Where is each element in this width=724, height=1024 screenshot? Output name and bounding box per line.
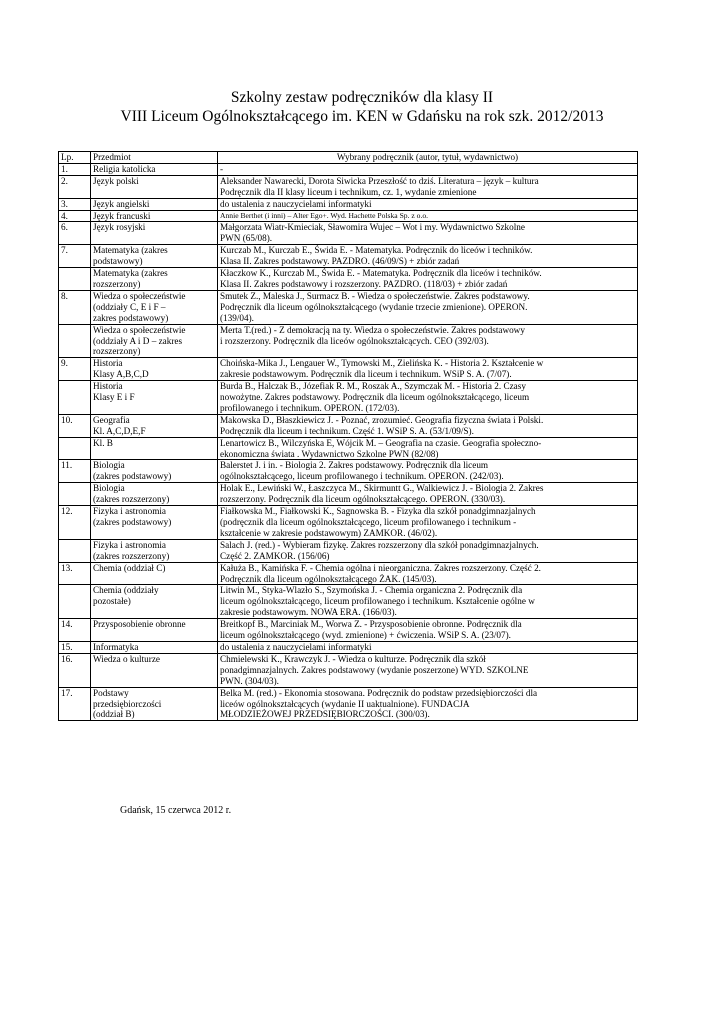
table-row	[59, 687, 638, 721]
row-book-text: Merta T.(red.) - Z demokracją na ty. Wiedza o społeczeństwie. Zakres podstawowy i rozszerzony. Podręcznik dla liceów ogólnokształcących. CEO (392/03).	[220, 324, 525, 346]
row-lp-text: 7.	[61, 245, 68, 256]
row-subject	[91, 619, 218, 642]
row-book-text: Smutek Z., Maleska J., Surmacz B. - Wiedza o społeczeństwie. Zakres podstawowy. Podręcznik dla liceum ogólnokształcącego (wydanie trzecie zmienione). OPERON. (139/04).	[220, 290, 530, 323]
table-row	[59, 358, 638, 381]
row-book-text: Lenartowicz B., Wilczyńska E, Wójcik M. – Geografia na czasie. Geografia społeczno- ekonomiczna świata . Wydawnictwo Szkolne PWN (82/08)	[220, 437, 542, 459]
row-book	[218, 562, 638, 585]
row-lp-text: 6.	[61, 222, 68, 233]
row-subject-text: Fizyka i astronomia (zakres podstawowy)	[93, 506, 172, 527]
row-lp	[59, 506, 91, 540]
row-subject	[91, 460, 218, 483]
row-subject-text: Biologia (zakres podstawowy)	[93, 460, 172, 482]
row-subject	[91, 268, 218, 291]
row-subject-text: Język polski	[93, 175, 139, 186]
row-book	[218, 619, 638, 642]
row-subject	[91, 198, 218, 210]
table-row	[59, 539, 638, 562]
table-row	[59, 619, 638, 642]
textbook-table	[58, 151, 638, 721]
row-book	[218, 268, 638, 291]
row-book-text: Salach J. (red.) - Wybieram fizykę. Zakres rozszerzony dla szkół ponadgimnazjalnych. Część 2. ZAMKOR. (156/06)	[220, 539, 539, 561]
table-row	[59, 210, 638, 222]
row-subject-text: Religia katolicka	[93, 163, 156, 174]
row-lp	[59, 585, 91, 619]
row-book	[218, 483, 638, 506]
row-lp-text: 16.	[61, 653, 73, 664]
table-row	[59, 198, 638, 210]
row-book	[218, 324, 638, 358]
row-book	[218, 506, 638, 540]
row-lp	[59, 358, 91, 381]
row-lp-text: 11.	[61, 460, 73, 471]
table-row	[59, 268, 638, 291]
row-book-text: Litwin M., Styka-Wlazło S., Szymońska J. - Chemia organiczna 2. Podręcznik dla liceum ogólnokształcącego, liceum profilowanego i technikum. Kształcenie ogólne w zakresie podstawowym. NOWA ERA. (166/03).	[220, 585, 535, 618]
row-subject-text: Fizyka i astronomia (zakres rozszerzony)	[93, 539, 170, 561]
row-lp	[59, 539, 91, 562]
row-book-text: Breitkopf B., Marciniak M., Worwa Z. - Przysposobienie obronne. Podręcznik dla liceum ogólnokształcącego (wyd. zmienione) + ćwiczenia. WSiP S. A. (23/07).	[220, 619, 522, 641]
row-subject	[91, 539, 218, 562]
row-lp	[59, 268, 91, 291]
row-subject	[91, 163, 218, 175]
row-book	[218, 437, 638, 460]
row-lp	[59, 483, 91, 506]
table-row	[59, 290, 638, 324]
header-subject: Przedmiot	[91, 152, 218, 164]
row-book-text: Kurczab M., Kurczab E., Świda E. - Matematyka. Podręcznik do liceów i techników. Klasa II. Zakres podstawowy. PAZDRO. (46/09/S) + zbiór zadań	[220, 245, 533, 267]
row-lp	[59, 653, 91, 687]
row-lp	[59, 381, 91, 415]
place-date: Gdańsk, 15 czerwca 2012 r.	[120, 805, 232, 816]
row-lp-text: 9.	[61, 358, 68, 369]
row-lp	[59, 324, 91, 358]
row-book-text: do ustalenia z nauczycielami informatyki	[220, 641, 372, 652]
row-book-text: Annie Berthet (i inni) – Alter Ego+. Wyd. Hachette Polska Sp. z o.o.	[220, 210, 429, 220]
row-lp-text: 1.	[61, 163, 68, 174]
row-subject-text: Historia Klasy E i F	[93, 381, 135, 403]
table-row	[59, 585, 638, 619]
row-subject-text: Wiedza o społeczeństwie (oddziały A i D – zakres rozszerzony)	[93, 324, 186, 357]
row-lp	[59, 175, 91, 198]
header-lp: Lp.	[59, 152, 91, 164]
row-book-text: Małgorzata Wiatr-Kmieciak, Sławomira Wujec – Wot i my. Wydawnictwo Szkolne PWN (65/08).	[220, 222, 525, 244]
row-book-text: -	[220, 163, 224, 174]
row-book	[218, 641, 638, 653]
row-subject	[91, 381, 218, 415]
row-subject	[91, 506, 218, 540]
row-lp-text: 2.	[61, 175, 68, 186]
row-book-text: do ustalenia z nauczycielami informatyki	[220, 198, 372, 209]
row-subject	[91, 585, 218, 619]
document-title: Szkolny zestaw podręczników dla klasy II	[230, 89, 494, 106]
row-book-text: Kłaczkow K., Kurczab M., Świda E. - Matematyka. Podręcznik dla liceów i techników. Klasa II. Zakres podstawowy i rozszerzony. PAZDRO. (118/03) + zbiór zadań	[220, 268, 542, 289]
row-book-text: Chmielewski K., Krawczyk J. - Wiedza o kulturze. Podręcznik dla szkół ponadgimnazjalnych. Zakres podstawowy (wydanie poszerzone) WYD. SZKOLNE PWN. (304/03).	[220, 653, 529, 686]
row-lp	[59, 290, 91, 324]
table-row	[59, 653, 638, 687]
row-subject	[91, 687, 218, 721]
row-subject-text: Biologia (zakres rozszerzony)	[93, 483, 170, 505]
row-book	[218, 198, 638, 210]
row-book	[218, 381, 638, 415]
row-subject	[91, 653, 218, 687]
row-lp-text: 17.	[61, 687, 73, 698]
row-lp-text: 14.	[61, 619, 73, 630]
row-subject	[91, 358, 218, 381]
row-book	[218, 210, 638, 222]
table-row	[59, 163, 638, 175]
row-lp	[59, 222, 91, 245]
row-lp	[59, 163, 91, 175]
table-row	[59, 414, 638, 437]
row-subject	[91, 414, 218, 437]
table-header-row	[59, 152, 638, 164]
row-lp-text: 8.	[61, 290, 68, 301]
row-lp	[59, 210, 91, 222]
row-lp	[59, 460, 91, 483]
row-subject-text: Chemia (oddział C)	[93, 562, 166, 573]
row-subject-text: Geografia Kl. A,C,D,E,F	[93, 414, 146, 436]
row-lp-text: 13.	[61, 562, 73, 573]
row-subject-text: Przysposobienie obronne	[93, 619, 186, 630]
row-lp	[59, 619, 91, 642]
row-subject-text: Informatyka	[93, 641, 139, 652]
table-row	[59, 483, 638, 506]
table-row	[59, 381, 638, 415]
table-row	[59, 641, 638, 653]
table-row	[59, 324, 638, 358]
header-book: Wybrany podręcznik (autor, tytuł, wydawnictwo)	[218, 152, 638, 164]
row-lp-text: 10.	[61, 414, 73, 425]
row-lp	[59, 245, 91, 268]
row-subject-text: Historia Klasy A,B,C,D	[93, 358, 149, 380]
row-book-text: Holak E., Lewiński W., Łaszczyca M., Skirmuntt G., Walkiewicz J. - Biologia 2. Zakres rozszerzony. Podręcznik dla liceum ogólnokształcącego. OPERON. (330/03).	[220, 483, 544, 505]
row-subject-text: Język angielski	[93, 198, 150, 209]
row-subject	[91, 562, 218, 585]
row-book	[218, 585, 638, 619]
document-subtitle: VIII Liceum Ogólnokształcącego im. KEN w Gdańsku na rok szk. 2012/2013	[120, 108, 604, 125]
row-subject	[91, 437, 218, 460]
table-row	[59, 562, 638, 585]
row-lp	[59, 641, 91, 653]
row-book	[218, 414, 638, 437]
row-subject	[91, 290, 218, 324]
row-book	[218, 163, 638, 175]
row-lp-text: 4.	[61, 210, 68, 221]
row-lp-text: 15.	[61, 641, 73, 652]
table-row	[59, 222, 638, 245]
row-book	[218, 653, 638, 687]
row-book	[218, 460, 638, 483]
row-book-text: Choińska-Mika J., Lengauer W., Tymowski M., Zielińska K. - Historia 2. Kształcenie w zakresie podstawowym. Podręcznik dla liceum i technikum. WSiP S. A. (7/07).	[220, 358, 544, 380]
row-book	[218, 539, 638, 562]
row-subject-text: Język rosyjski	[93, 222, 146, 233]
row-lp	[59, 562, 91, 585]
row-book-text: Burda B., Halczak B., Józefiak R. M., Roszak A., Szymczak M. - Historia 2. Czasy nowożytne. Zakres podstawowy. Podręcznik dla liceum ogólnokształcącego, liceum profilowanego i technikum. OPERON. (172/03).	[220, 381, 530, 413]
table-row	[59, 506, 638, 540]
row-book-text: Balerstet J. i in. - Biologia 2. Zakres podstawowy. Podręcznik dla liceum ogólnokształcącego, liceum profilowanego i technikum. OPERON. (242/03).	[220, 460, 504, 482]
table-row	[59, 460, 638, 483]
row-subject	[91, 222, 218, 245]
row-book-text: Aleksander Nawarecki, Dorota Siwicka Przeszłość to dziś. Literatura – język – kultura Podręcznik dla II klasy liceum i technikum, cz. 1, wydanie zmienione	[220, 175, 539, 197]
row-subject-text: Kl. B	[93, 437, 113, 448]
row-lp	[59, 198, 91, 210]
table-row	[59, 245, 638, 268]
row-subject-text: Chemia (oddziały pozostałe)	[93, 585, 159, 607]
row-subject-text: Język francuski	[93, 210, 151, 221]
row-book-text: Fiałkowska M., Fiałkowski K., Sagnowska B. - Fizyka dla szkół ponadgimnazjalnych (podręcznik dla liceum ogólnokształcącego, liceum profilowanego i technikum - kształcenie w zakresie podstawowym) ZAMKOR. (46/02).	[220, 506, 536, 538]
row-subject-text: Matematyka (zakres rozszerzony)	[93, 268, 168, 289]
row-subject-text: Matematyka (zakres podstawowy)	[93, 245, 168, 267]
row-subject	[91, 245, 218, 268]
row-subject-text: Wiedza o społeczeństwie (oddziały C, E i F – zakres podstawowy)	[93, 290, 186, 323]
row-book-text: Belka M. (red.) - Ekonomia stosowana. Podręcznik do podstaw przedsiębiorczości dla liceów ogólnokształcących (wydanie II uaktualnione). FUNDACJA MŁODZIEŻOWEJ PRZEDSIĘBIORCZOŚCI. (300/03).	[220, 687, 538, 720]
row-book-text: Kałuża B., Kamińska F. - Chemia ogólna i nieorganiczna. Zakres rozszerzony. Część 2. Podręcznik dla liceum ogólnokształcącego ŻAK. (145/03).	[220, 562, 541, 584]
row-book	[218, 358, 638, 381]
row-book	[218, 687, 638, 721]
table-row	[59, 175, 638, 198]
row-subject-text: Podstawy przedsiębiorczości (oddział B)	[93, 687, 162, 720]
row-lp-text: 3.	[61, 198, 68, 209]
row-lp	[59, 437, 91, 460]
row-lp	[59, 687, 91, 721]
row-book	[218, 222, 638, 245]
row-book	[218, 175, 638, 198]
row-subject	[91, 324, 218, 358]
row-book-text: Makowska D., Błaszkiewicz J. - Poznać, zrozumieć. Geografia fizyczna świata i Polski. Podręcznik dla liceum i technikum. Część 1. WSiP S. A. (53/1/09/S).	[220, 414, 544, 436]
row-lp	[59, 414, 91, 437]
row-subject	[91, 210, 218, 222]
row-lp-text: 12.	[61, 506, 73, 517]
row-book	[218, 290, 638, 324]
row-book	[218, 245, 638, 268]
table-row	[59, 437, 638, 460]
row-subject	[91, 483, 218, 506]
row-subject	[91, 175, 218, 198]
row-subject-text: Wiedza o kulturze	[93, 653, 160, 664]
row-subject	[91, 641, 218, 653]
